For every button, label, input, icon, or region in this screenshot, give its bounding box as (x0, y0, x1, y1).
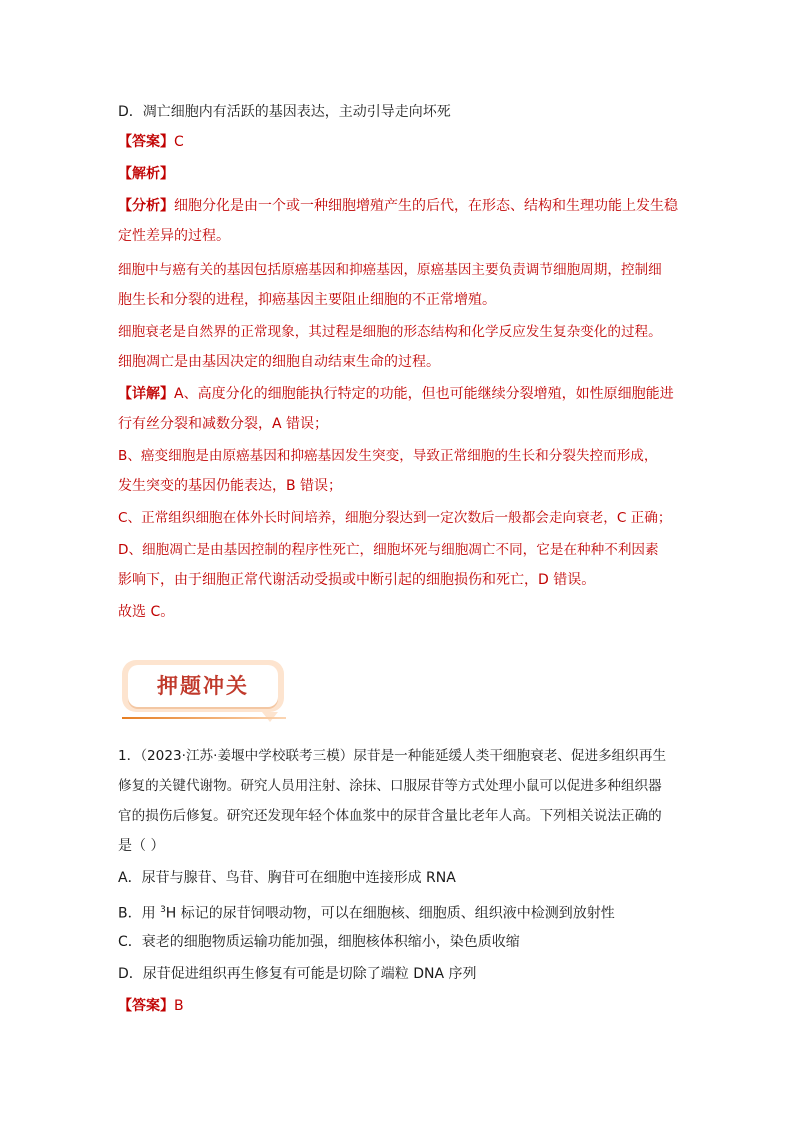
answer-value: C (174, 134, 184, 150)
xiangjie-line-b1: B、癌变细胞是由原癌基因和抑癌基因发生突变，导致正常细胞的生长和分裂失控而形成， (118, 448, 658, 464)
answer-label: 【答案】 (118, 134, 174, 150)
banner-underline (122, 717, 286, 719)
xiangjie-line-a2: 行有丝分裂和减数分裂，A 错误； (118, 416, 329, 432)
answer2-line (118, 996, 184, 1016)
question1-line-3: 官的损伤后修复。研究还发现年轻个体血浆中的尿苷含量比老年人高。下列相关说法正确的 (118, 808, 662, 824)
xiangjie-line-b2: 发生突变的基因仍能表达，B 错误； (118, 478, 343, 494)
option-d-text: D．凋亡细胞内有活跃的基因表达，主动引导走向坏死 (118, 104, 451, 120)
conclusion-line: 故选 C。 (118, 604, 175, 620)
banner-title: 押题冲关 (157, 674, 249, 698)
question1-line-2: 修复的关键代谢物。研究人员用注射、涂抹、口服尿苷等方式处理小鼠可以促进多种组织器 (118, 778, 662, 794)
xiangjie-line-d2: 影响下，由于细胞正常代谢活动受损或中断引起的细胞损伤和死亡，D 错误。 (118, 572, 596, 588)
aging-line: 细胞衰老是自然界的正常现象，其过程是细胞的形态结构和化学反应发生复杂变化的过程。 (118, 324, 662, 340)
xiangjie-line-a1 (118, 384, 674, 404)
analysis-heading: 【解析】 (118, 166, 174, 182)
option-b-superscript: 3 (160, 905, 166, 915)
cancer-line-2: 胞生长和分裂的进程，抑癌基因主要阻止细胞的不正常增殖。 (118, 292, 496, 308)
question1-line-1: 1．（2023·江苏·姜堰中学校联考三模）尿苷是一种能延缓人类干细胞衰老、促进多组织再生 (118, 748, 667, 764)
answer2-label: 【答案】 (118, 998, 174, 1014)
question1-line-4: 是（ ） (118, 838, 165, 854)
answer-line (118, 132, 184, 152)
xiangjie-label: 【详解】 (118, 386, 174, 402)
question1-option-c: C．衰老的细胞物质运输功能加强，细胞核体积缩小，染色质收缩 (118, 934, 520, 950)
fenxi-line-1 (118, 196, 678, 216)
answer2-value: B (174, 998, 184, 1014)
option-b-prefix: B．用 (118, 905, 161, 922)
fenxi-line-2: 定性差异的过程。 (118, 228, 230, 244)
question1-option-d: D．尿苷促进组织再生修复有可能是切除了端粒 DNA 序列 (118, 966, 477, 982)
fenxi-text-1: 细胞分化是由一个或一种细胞增殖产生的后代，在形态、结构和生理功能上发生稳 (174, 198, 678, 214)
xiangjie-a-text-1: A、高度分化的细胞能执行特定的功能，但也可能继续分裂增殖，如性原细胞能进 (174, 386, 674, 402)
question1-option-a: A．尿苷与腺苷、鸟苷、胸苷可在细胞中连接形成 RNA (118, 870, 456, 886)
fenxi-label: 【分析】 (118, 198, 174, 214)
xiangjie-line-d1: D、细胞凋亡是由基因控制的程序性死亡，细胞坏死与细胞凋亡不同，它是在种种不利因素 (118, 542, 659, 558)
banner-inner-panel (128, 665, 278, 707)
xiangjie-line-c1: C、正常组织细胞在体外长时间培养，细胞分裂达到一定次数后一般都会走向衰老，C 正确； (118, 510, 672, 526)
section-banner (122, 660, 286, 722)
cancer-line-1: 细胞中与癌有关的基因包括原癌基因和抑癌基因，原癌基因主要负责调节细胞周期，控制细 (118, 262, 662, 278)
option-b-suffix: H 标记的尿苷饲喂动物，可以在细胞核、细胞质、组织液中检测到放射性 (165, 905, 615, 922)
question1-option-b (118, 900, 615, 924)
apoptosis-line: 细胞凋亡是由基因决定的细胞自动结束生命的过程。 (118, 354, 440, 370)
